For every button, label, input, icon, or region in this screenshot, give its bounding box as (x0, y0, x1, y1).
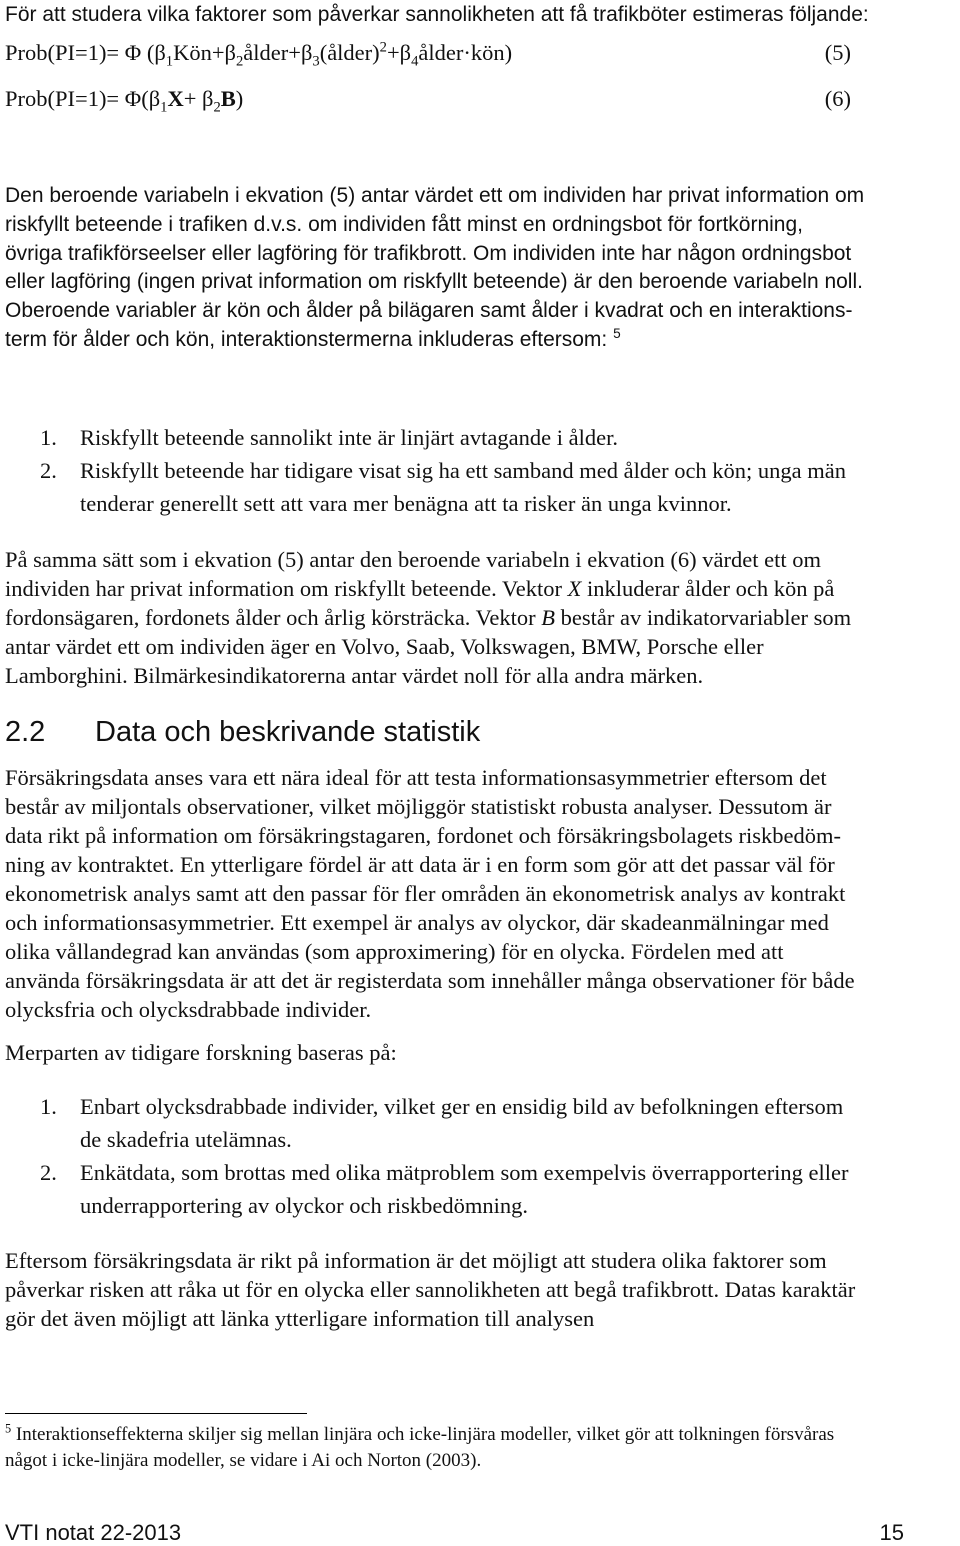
text-line: olycksfria och olycksdrabbade individer. (5, 997, 372, 1022)
text-line: Oberoende variabler är kön och ålder på bilägaren samt ålder i kvadrat och en interaktions- (5, 299, 853, 322)
text-line: antar värdet ett om individen äger en Volvo, Saab, Volkswagen, BMW, Porsche eller (5, 634, 764, 659)
text-line: eller lagföring (ingen privat information om riskfyllt beteende) är den beroende variabeln noll. (5, 270, 863, 293)
section-number: 2.2 (5, 716, 46, 748)
text-line: använda försäkringsdata är att det är registerdata som innehåller många observationer för både (5, 968, 855, 993)
footnote-mark: 5 (5, 1421, 12, 1436)
text-line: Lamborghini. Bilmärkesindikatorerna antar värdet noll för alla andra märken. (5, 663, 704, 688)
section-title: Data och beskrivande statistik (95, 716, 481, 748)
footnote-reference: 5 (613, 326, 621, 341)
footnote-continuation: något i icke-linjära modeller, se vidare i Ai och Norton (2003). (5, 1450, 482, 1471)
text-line: data rikt på information om försäkringstagaren, fordonet och försäkringsbolagets riskbedöm- (5, 823, 842, 848)
text-line: Försäkringsdata anses vara ett nära ideal för att testa informationsasymmetrier eftersom det (5, 765, 827, 790)
equation-5: Prob(PI=1)= Φ $(\beta_1Kön+\beta_2ålder+\beta_3(ålder)^2+\beta_4ålder\cdot kön)$ (5) (5, 39, 851, 70)
text-line: ning av kontraktet. En ytterligare fördel är att data är i en form som gör att det passar väl för (5, 852, 835, 877)
text-line: term för ålder och kön, interaktionstermerna inkluderas eftersom: $^5$ (5, 326, 621, 351)
equation-6-number: (6) (824, 86, 851, 111)
text-line: påverkar risken att råka ut för en olycka eller sannolikheten att begå trafikbrott. Datas karaktär (5, 1277, 856, 1302)
text-line: fordonsägaren, fordonets ålder och årlig körsträcka. Vektor B består av indikatorvariabler som (5, 605, 852, 630)
text-line: gör det även möjligt att länka ytterligare information till analysen (5, 1306, 595, 1331)
footnote: $^5$ Interaktionseffekterna skiljer sig mellan linjära och icke-linjära modeller, vilket gör att tolkningen försvåras (5, 1421, 835, 1445)
text-line: Eftersom försäkringsdata är rikt på information är det möjligt att studera olika faktorer som (5, 1248, 827, 1273)
text-line: övriga trafikförseelser eller lagföring för trafikbrott. Om individen inte har någon ordningsbot (5, 242, 852, 265)
text-line: individen har privat information om riskfyllt beteende. Vektor X inkluderar ålder och kön på (5, 576, 835, 601)
text-line: riskfyllt beteende i trafiken d.v.s. om individen fått minst en ordningsbot för fortkörning, (5, 213, 803, 236)
text-line: består av miljontals observationer, vilket möjliggör statistiskt robusta analyser. Dessutom är (5, 794, 832, 819)
text-line: och informationsasymmetrier. Ett exempel är analys av olyckor, där skadeanmälningar med (5, 910, 829, 935)
footnote-separator (5, 1413, 307, 1414)
equation-6: Prob(PI=1)= $\Phi(\beta_1X+ \beta_2B)$ (6) (5, 86, 851, 116)
text-line: ekonometrisk analys samt att den passar för fler områden än ekonometrisk analys av kontrakt (5, 881, 846, 906)
page-number: 15 (879, 1520, 904, 1545)
section-heading (5, 716, 955, 749)
text-line: På samma sätt som i ekvation (5) antar den beroende variabeln i ekvation (6) värdet ett om (5, 547, 821, 572)
equation-5-number: (5) (824, 40, 851, 65)
text-line: Den beroende variabeln i ekvation (5) antar värdet ett om individen har privat information om (5, 184, 865, 207)
footer-publication: VTI notat 22-2013 (5, 1520, 182, 1545)
intro-text: För att studera vilka faktorer som påverkar sannolikheten att få trafikböter estimeras följande: (5, 3, 869, 26)
text-line: olika vållandegrad kan användas (som approximering) för en olycka. Fördelen med att (5, 939, 784, 964)
paragraph-previous-research: Merparten av tidigare forskning baseras på: (5, 1040, 397, 1065)
